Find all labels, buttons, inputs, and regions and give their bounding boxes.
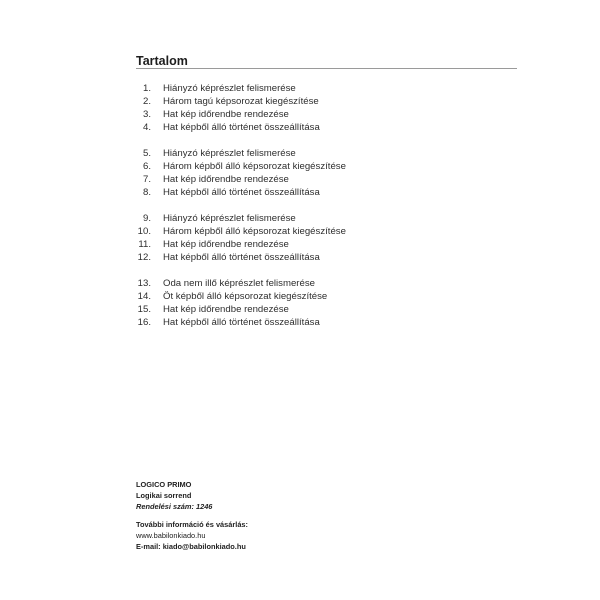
toc-item <box>136 290 516 303</box>
toc-item-title: Hat képből álló történet összeállítása <box>163 122 320 133</box>
toc-item-title: Oda nem illő képrészlet felismerése <box>163 278 315 289</box>
toc-item <box>136 147 516 160</box>
toc-item <box>136 225 516 238</box>
website-link[interactable]: www.babilonkiado.hu <box>136 531 206 540</box>
toc-item-number: 14. <box>137 291 151 302</box>
toc-item-title: Hat képből álló történet összeállítása <box>163 187 320 198</box>
toc-item <box>136 277 516 290</box>
toc-item-title: Hiányzó képrészlet felismerése <box>163 83 296 94</box>
toc-heading: Tartalom <box>136 54 188 68</box>
toc-item-title: Hat képből álló történet összeállítása <box>163 252 320 263</box>
toc-item-number: 9. <box>142 213 151 224</box>
imprint <box>136 479 248 552</box>
toc-item-number: 1. <box>142 83 151 94</box>
more-info-label: További információ és vásárlás: <box>136 520 248 529</box>
toc-item <box>136 108 516 121</box>
toc-item-number: 4. <box>142 122 151 133</box>
toc-item <box>136 212 516 225</box>
toc-item-number: 15. <box>137 304 151 315</box>
toc-item <box>136 121 516 134</box>
series-name: LOGICO PRIMO <box>136 480 192 489</box>
toc-item-title: Hat kép időrendbe rendezése <box>163 109 289 120</box>
toc-item-title: Hat kép időrendbe rendezése <box>163 174 289 185</box>
spacer <box>136 512 248 519</box>
toc-item-title: Hat kép időrendbe rendezése <box>163 239 289 250</box>
toc-item-title: Három képből álló képsorozat kiegészítése <box>163 226 346 237</box>
toc-item-title: Három tagú képsorozat kiegészítése <box>163 96 319 107</box>
toc-item-number: 6. <box>142 161 151 172</box>
toc-item-title: Hiányzó képrészlet felismerése <box>163 213 296 224</box>
table-of-contents <box>136 82 516 342</box>
toc-group-4 <box>136 277 516 329</box>
toc-group-1 <box>136 82 516 134</box>
toc-item-title: Hat kép időrendbe rendezése <box>163 304 289 315</box>
toc-item-title: Öt képből álló képsorozat kiegészítése <box>163 291 328 302</box>
toc-item-number: 10. <box>137 226 151 237</box>
email-link[interactable]: E-mail: kiado@babilonkiado.hu <box>136 542 246 551</box>
toc-item <box>136 186 516 199</box>
toc-item <box>136 303 516 316</box>
toc-item <box>136 316 516 329</box>
toc-item-title: Hat képből álló történet összeállítása <box>163 317 320 328</box>
toc-item-number: 16. <box>137 317 151 328</box>
toc-group-3 <box>136 212 516 264</box>
toc-item-number: 5. <box>142 148 151 159</box>
toc-item <box>136 95 516 108</box>
toc-item-number: 13. <box>137 278 151 289</box>
toc-item-number: 2. <box>142 96 151 107</box>
toc-item-number: 7. <box>142 174 151 185</box>
toc-item-number: 3. <box>142 109 151 120</box>
toc-item-number: 8. <box>142 187 151 198</box>
toc-item-title: Hiányzó képrészlet felismerése <box>163 148 296 159</box>
toc-item <box>136 173 516 186</box>
toc-item-title: Három képből álló képsorozat kiegészítése <box>163 161 346 172</box>
toc-item <box>136 238 516 251</box>
toc-item <box>136 160 516 173</box>
heading-divider <box>136 68 517 69</box>
toc-item-number: 12. <box>137 252 151 263</box>
toc-item <box>136 251 516 264</box>
toc-group-2 <box>136 147 516 199</box>
toc-item-number: 11. <box>138 239 151 250</box>
toc-item <box>136 82 516 95</box>
order-number: Rendelési szám: 1246 <box>136 502 213 511</box>
book-subtitle: Logikai sorrend <box>136 491 192 500</box>
